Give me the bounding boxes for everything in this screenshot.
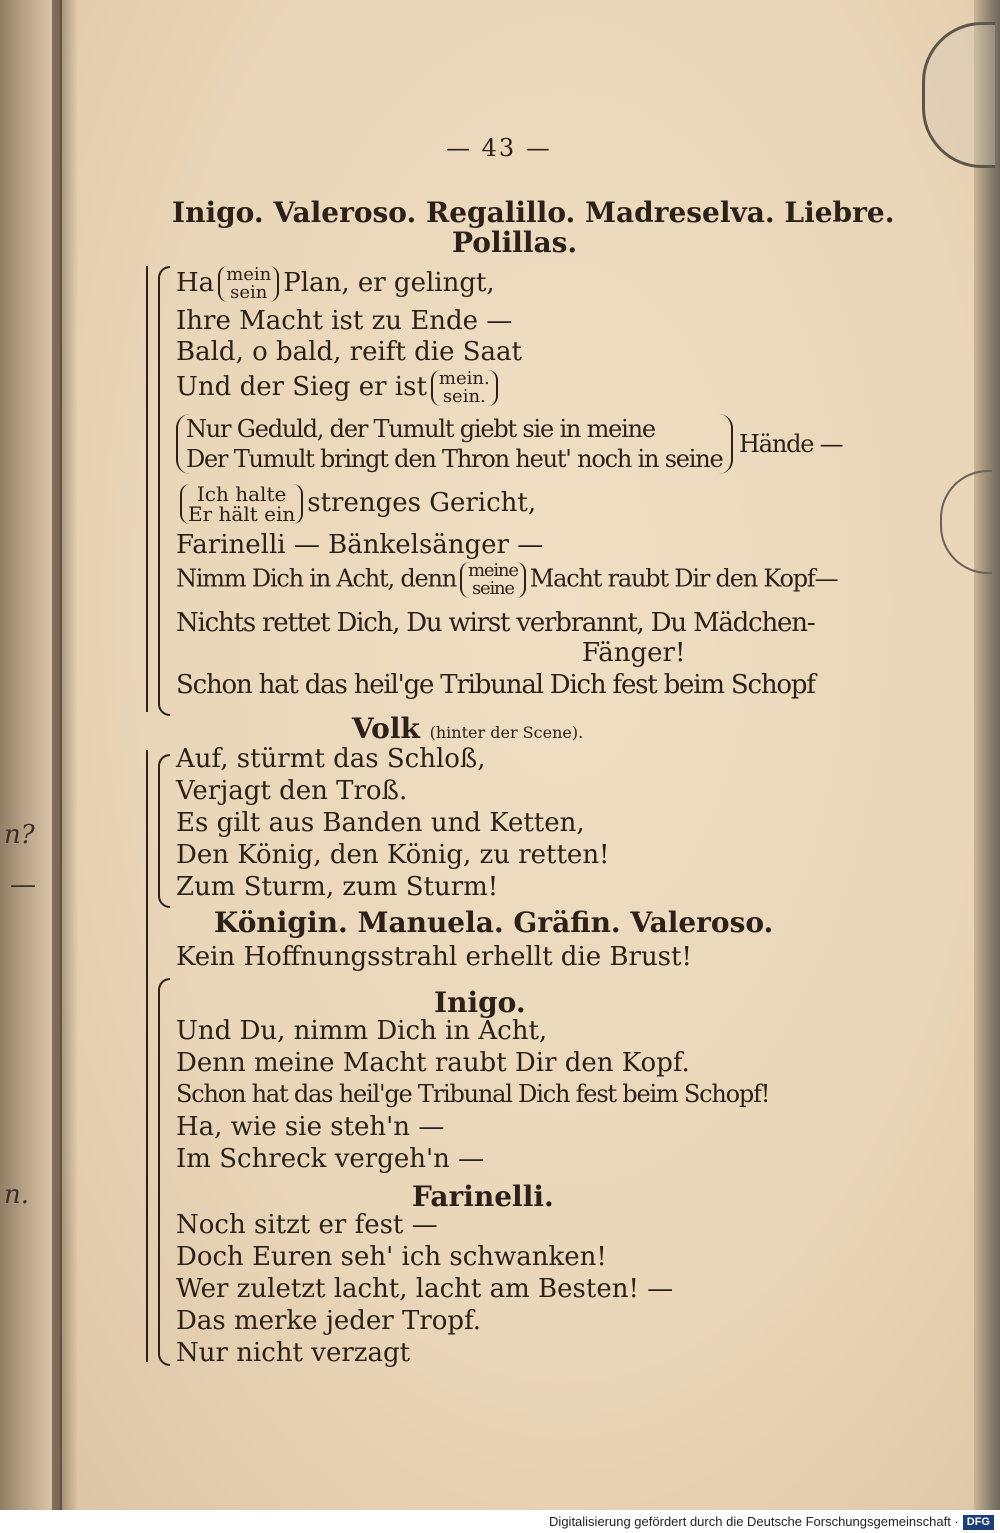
verse-line: Doch Euren seh' ich schwanken! [176,1242,607,1272]
gutter-shadow [52,0,78,1510]
verse-brace [158,266,170,716]
verse-line: Zum Sturm, zum Sturm! [176,872,499,902]
verse-brace [158,754,170,908]
verse-line: Ha mein sein Plan, er gelingt, [176,264,495,303]
verse-line: Ich halte Er hält ein strenges Gericht, [176,484,536,524]
footer-credit: Digitalisierung gefördert durch die Deutsche Forschungsgemeinschaft · [549,1514,959,1529]
verse-line: Denn meine Macht raubt Dir den Kopf. [176,1048,690,1078]
verse-line: Ha, wie sie steh'n — [176,1112,445,1142]
digitization-footer [0,1510,1000,1533]
right-page-edge [974,0,1000,1510]
verse-line: Bald, o bald, reift die Saat [176,337,522,367]
verse-line: Den König, den König, zu retten! [176,840,610,870]
verse-line: Schon hat das heil'ge Tribunal Dich fest beim Schopf [176,670,815,700]
speaker-heading: Inigo. Valeroso. Regalillo. Madreselva. Liebre. [172,196,895,229]
verse-line: Das merke jeder Tropf. [176,1306,482,1336]
left-page-fragment: n. [4,1180,30,1210]
page-number: — 43 — [446,134,552,162]
verse-line: Wer zuletzt lacht, lacht am Besten! — [176,1274,674,1304]
verse-line: Noch sitzt er fest — [176,1210,438,1240]
speaker-heading: Volk (hinter der Scene). [352,712,584,745]
verse-bracket [146,266,148,712]
left-page-fragment: — [10,870,36,900]
verse-line: Auf, stürmt das Schloß, [176,744,486,774]
verse-line: Schon hat das heil'ge Tribunal Dich fest beim Schopf! [176,1080,770,1108]
verse-brace [158,978,170,1366]
verse-line: Und Du, nimm Dich in Acht, [176,1016,548,1046]
speaker-heading: Farinelli. [412,1180,554,1213]
verse-line: Im Schreck vergeh'n — [176,1144,485,1174]
verse-line: Nimm Dich in Acht, denn meine seine Macht raubt Dir den Kopf— [176,560,838,599]
verse-line: Ihre Macht ist zu Ende — [176,306,513,336]
verse-line-continued: Fänger! [582,638,686,668]
speaker-heading: Inigo. [434,986,526,1019]
speaker-heading: Königin. Manuela. Gräfin. Valeroso. [214,906,774,939]
verse-line: Nichts rettet Dich, Du wirst verbrannt, Du Mädchen- [176,608,815,638]
left-page-edge [0,0,60,1510]
verse-line-pair: Nur Geduld, der Tumult giebt sie in meine Der Tumult bringt den Thron heut' noch in seine Hände — [176,414,842,474]
verse-line: Kein Hoffnungsstrahl erhellt die Brust! [176,942,692,972]
verse-line: Nur nicht verzagt [176,1338,411,1368]
dfg-logo: DFG [963,1515,994,1530]
verse-bracket [146,750,148,1362]
verse-line: Und der Sieg er ist mein. sein. [176,370,502,406]
verse-line: Es gilt aus Banden und Ketten, [176,808,585,838]
verse-line: Verjagt den Troß. [176,776,408,806]
verse-line: Farinelli — Bänkelsänger — [176,530,544,560]
speaker-heading-continued: Polillas. [452,226,578,259]
left-page-fragment: n? [4,820,35,850]
